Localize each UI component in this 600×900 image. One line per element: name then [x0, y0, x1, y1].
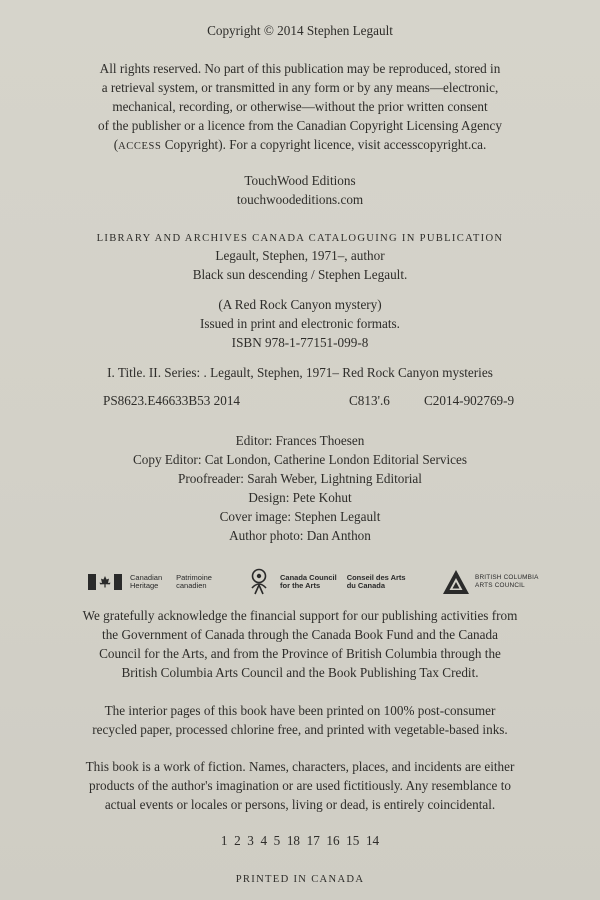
paper-line-1: The interior pages of this book have been printed on 100% post-consumer	[104, 703, 496, 718]
heritage-en	[130, 574, 162, 591]
printed-in-canada: PRINTED IN CANADA	[235, 874, 365, 885]
council-en-2: for the Arts	[280, 581, 321, 590]
cip-subjects: I. Title. II. Series: . Legault, Stephen, 1971– Red Rock Canyon mysteries	[107, 365, 493, 380]
ack-line-4: British Columbia Arts Council and the Book Publishing Tax Credit.	[121, 665, 479, 680]
canadian-heritage-logo	[88, 564, 212, 600]
bc-arts-triangle-icon	[442, 569, 470, 595]
publisher-url: touchwoodeditions.com	[236, 192, 364, 207]
rights-line-1: All rights reserved. No part of this publication may be reproduced, stored in	[99, 61, 501, 76]
bc-text-1: BRITISH COLUMBIA	[475, 573, 539, 581]
funder-logos	[0, 564, 600, 600]
cip-lc-class: PS8623.E46633B53 2014	[103, 393, 241, 408]
rights-line-3: mechanical, recording, or otherwise—without the prior written consent	[112, 99, 488, 114]
bc-text-2: ARTS COUNCIL	[475, 582, 525, 589]
bc-arts-council-logo	[442, 564, 539, 600]
copyright-line: Copyright © 2014 Stephen Legault	[207, 23, 393, 38]
canada-council-icon	[246, 568, 272, 596]
ack-line-2: the Government of Canada through the Canada Book Fund and the Canada	[102, 627, 498, 642]
rights-line-5	[0, 136, 600, 156]
council-fr-1: Conseil des Arts	[346, 572, 406, 582]
fiction-line-1: This book is a work of fiction. Names, characters, places, and incidents are either	[85, 759, 515, 774]
canada-flag-icon	[88, 574, 122, 590]
canada-council-logo	[246, 564, 406, 600]
cip-author: Legault, Stephen, 1971–, author	[215, 248, 385, 263]
heritage-fr	[176, 574, 212, 591]
cip-series: (A Red Rock Canyon mystery)	[218, 297, 382, 312]
council-en	[280, 574, 337, 591]
cip-dewey-class: C813'.6	[349, 393, 390, 408]
heritage-en-1: Canadian	[130, 572, 163, 582]
publisher-name: TouchWood Editions	[244, 173, 356, 188]
access-smallcaps: ACCESS	[118, 141, 162, 152]
cip-number: C2014-902769-9	[424, 393, 515, 408]
council-fr	[347, 574, 406, 591]
credit-cover-image: Cover image: Stephen Legault	[219, 509, 381, 524]
credit-proofreader: Proofreader: Sarah Weber, Lightning Editorial	[178, 471, 422, 486]
print-line: 1 2 3 4 5 18 17 16 15 14	[220, 833, 380, 848]
heritage-en-2: Heritage	[130, 581, 159, 590]
cip-formats: Issued in print and electronic formats.	[200, 316, 400, 331]
ack-line-1: We gratefully acknowledge the financial support for our publishing activities from	[82, 608, 518, 623]
council-fr-2: du Canada	[346, 581, 386, 590]
heritage-fr-2: canadien	[176, 581, 207, 590]
heritage-fr-1: Patrimoine	[176, 572, 212, 582]
fiction-line-3: actual events or locales or persons, living or dead, is entirely coincidental.	[104, 797, 496, 812]
paper-line-2: recycled paper, processed chlorine free, and printed with vegetable-based inks.	[92, 722, 508, 737]
cip-title: Black sun descending / Stephen Legault.	[192, 267, 408, 282]
credit-copy-editor: Copy Editor: Cat London, Catherine London Editorial Services	[132, 452, 468, 467]
fiction-line-2: products of the author's imagination or are used fictitiously. Any resemblance to	[89, 778, 511, 793]
bc-text	[475, 574, 539, 591]
credit-design: Design: Pete Kohut	[248, 490, 352, 505]
credit-editor: Editor: Frances Thoesen	[235, 433, 365, 448]
council-en-1: Canada Council	[280, 572, 337, 582]
rights-line-2: a retrieval system, or transmitted in any form or by any means—electronic,	[101, 80, 499, 95]
rights-tail: Copyright). For a copyright licence, visit accesscopyright.ca.	[161, 137, 487, 152]
cip-heading: LIBRARY AND ARCHIVES CANADA CATALOGUING IN PUBLICATION	[96, 233, 504, 244]
credit-author-photo: Author photo: Dan Anthon	[229, 528, 371, 543]
cip-isbn: ISBN 978-1-77151-099-8	[231, 335, 369, 350]
rights-line-4: of the publisher or a licence from the Canadian Copyright Licensing Agency	[98, 118, 502, 133]
rights-paren: (	[113, 137, 119, 152]
ack-line-3: Council for the Arts, and from the Province of British Columbia through the	[99, 646, 501, 661]
